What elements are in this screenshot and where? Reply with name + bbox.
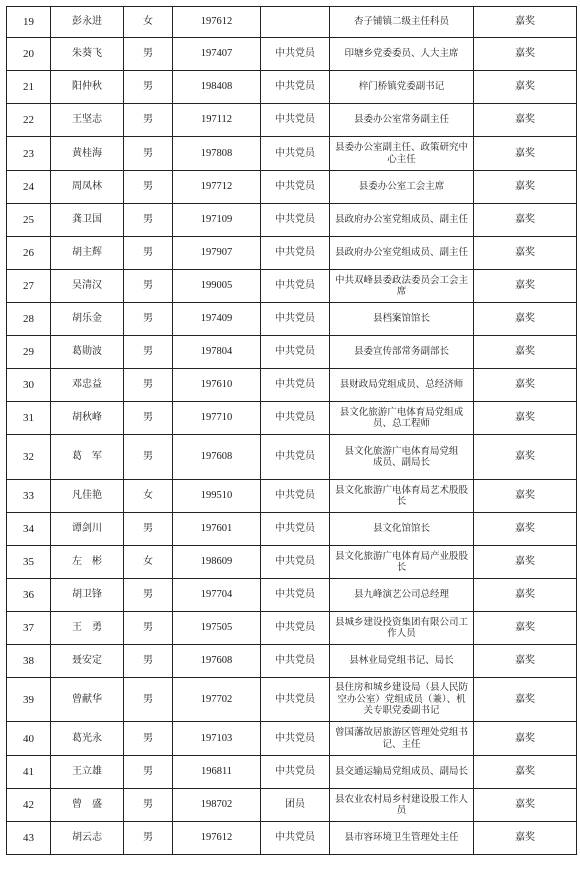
cell-award: 嘉奖 bbox=[474, 546, 577, 579]
cell-name: 王坚志 bbox=[51, 104, 124, 137]
cell-no: 20 bbox=[7, 38, 51, 71]
table-row bbox=[7, 402, 577, 435]
cell-birth: 197907 bbox=[173, 237, 261, 270]
cell-name: 黄桂海 bbox=[51, 137, 124, 171]
cell-birth: 199510 bbox=[173, 480, 261, 513]
cell-name: 阳仲秋 bbox=[51, 71, 124, 104]
cell-gender: 女 bbox=[124, 7, 173, 38]
cell-position: 县文化旅游广电体育局产业股股长 bbox=[330, 546, 474, 579]
table-row bbox=[7, 71, 577, 104]
cell-birth: 197601 bbox=[173, 513, 261, 546]
cell-position: 县委办公室副主任、政策研究中心主任 bbox=[330, 137, 474, 171]
cell-gender: 男 bbox=[124, 756, 173, 789]
commendation-table bbox=[6, 6, 577, 855]
cell-gender: 男 bbox=[124, 71, 173, 104]
cell-political-status: 中共党员 bbox=[261, 435, 330, 480]
cell-political-status: 中共党员 bbox=[261, 678, 330, 722]
cell-no: 37 bbox=[7, 612, 51, 645]
cell-award: 嘉奖 bbox=[474, 756, 577, 789]
cell-award: 嘉奖 bbox=[474, 579, 577, 612]
cell-birth: 197610 bbox=[173, 369, 261, 402]
cell-position: 梓门桥镇党委副书记 bbox=[330, 71, 474, 104]
cell-award: 嘉奖 bbox=[474, 204, 577, 237]
cell-award: 嘉奖 bbox=[474, 270, 577, 303]
table-row bbox=[7, 270, 577, 303]
cell-position: 县林业局党组书记、局长 bbox=[330, 645, 474, 678]
cell-name: 邓忠益 bbox=[51, 369, 124, 402]
cell-name: 凡佳艳 bbox=[51, 480, 124, 513]
cell-position: 县委办公室常务副主任 bbox=[330, 104, 474, 137]
cell-no: 24 bbox=[7, 171, 51, 204]
table-row bbox=[7, 789, 577, 822]
table-row bbox=[7, 104, 577, 137]
table-row bbox=[7, 678, 577, 722]
cell-no: 29 bbox=[7, 336, 51, 369]
cell-award: 嘉奖 bbox=[474, 612, 577, 645]
cell-no: 36 bbox=[7, 579, 51, 612]
cell-gender: 男 bbox=[124, 336, 173, 369]
cell-birth: 197710 bbox=[173, 402, 261, 435]
cell-gender: 男 bbox=[124, 645, 173, 678]
table-row bbox=[7, 546, 577, 579]
cell-birth: 196811 bbox=[173, 756, 261, 789]
cell-position: 曾国藩故居旅游区管理处党组书记、主任 bbox=[330, 722, 474, 756]
cell-position: 中共双峰县委政法委员会工会主席 bbox=[330, 270, 474, 303]
cell-gender: 男 bbox=[124, 369, 173, 402]
cell-award: 嘉奖 bbox=[474, 513, 577, 546]
cell-gender: 男 bbox=[124, 137, 173, 171]
cell-political-status: 中共党员 bbox=[261, 546, 330, 579]
cell-political-status: 中共党员 bbox=[261, 237, 330, 270]
cell-gender: 男 bbox=[124, 579, 173, 612]
cell-name: 王 勇 bbox=[51, 612, 124, 645]
cell-no: 27 bbox=[7, 270, 51, 303]
cell-name: 葛勋波 bbox=[51, 336, 124, 369]
cell-no: 25 bbox=[7, 204, 51, 237]
cell-position: 县文化旅游广电体育局党组 成员、副局长 bbox=[330, 435, 474, 480]
cell-name: 曾 盛 bbox=[51, 789, 124, 822]
cell-award: 嘉奖 bbox=[474, 137, 577, 171]
table-row bbox=[7, 822, 577, 855]
cell-award: 嘉奖 bbox=[474, 38, 577, 71]
cell-position: 县财政局党组成员、总经济师 bbox=[330, 369, 474, 402]
cell-position: 县委办公室工会主席 bbox=[330, 171, 474, 204]
cell-award: 嘉奖 bbox=[474, 303, 577, 336]
cell-birth: 197612 bbox=[173, 7, 261, 38]
cell-award: 嘉奖 bbox=[474, 822, 577, 855]
cell-no: 38 bbox=[7, 645, 51, 678]
cell-no: 32 bbox=[7, 435, 51, 480]
cell-no: 39 bbox=[7, 678, 51, 722]
cell-gender: 男 bbox=[124, 678, 173, 722]
cell-political-status: 中共党员 bbox=[261, 104, 330, 137]
cell-name: 曾献华 bbox=[51, 678, 124, 722]
cell-award: 嘉奖 bbox=[474, 678, 577, 722]
cell-political-status: 中共党员 bbox=[261, 303, 330, 336]
cell-award: 嘉奖 bbox=[474, 71, 577, 104]
cell-award: 嘉奖 bbox=[474, 7, 577, 38]
cell-political-status: 团员 bbox=[261, 789, 330, 822]
cell-no: 26 bbox=[7, 237, 51, 270]
cell-gender: 男 bbox=[124, 722, 173, 756]
cell-birth: 198408 bbox=[173, 71, 261, 104]
cell-gender: 男 bbox=[124, 513, 173, 546]
cell-no: 19 bbox=[7, 7, 51, 38]
cell-birth: 198609 bbox=[173, 546, 261, 579]
cell-birth: 197608 bbox=[173, 435, 261, 480]
cell-award: 嘉奖 bbox=[474, 645, 577, 678]
cell-no: 31 bbox=[7, 402, 51, 435]
cell-name: 胡乐金 bbox=[51, 303, 124, 336]
cell-no: 30 bbox=[7, 369, 51, 402]
cell-name: 吴清汉 bbox=[51, 270, 124, 303]
cell-gender: 男 bbox=[124, 612, 173, 645]
table-row bbox=[7, 435, 577, 480]
cell-political-status: 中共党员 bbox=[261, 402, 330, 435]
cell-birth: 197804 bbox=[173, 336, 261, 369]
cell-no: 23 bbox=[7, 137, 51, 171]
cell-birth: 197608 bbox=[173, 645, 261, 678]
cell-no: 22 bbox=[7, 104, 51, 137]
cell-political-status: 中共党员 bbox=[261, 645, 330, 678]
cell-gender: 女 bbox=[124, 546, 173, 579]
cell-award: 嘉奖 bbox=[474, 435, 577, 480]
cell-position: 县政府办公室党组成员、副主任 bbox=[330, 204, 474, 237]
cell-name: 胡秋峰 bbox=[51, 402, 124, 435]
cell-position: 县档案馆馆长 bbox=[330, 303, 474, 336]
cell-political-status: 中共党员 bbox=[261, 71, 330, 104]
cell-birth: 197612 bbox=[173, 822, 261, 855]
cell-political-status: 中共党员 bbox=[261, 756, 330, 789]
cell-name: 王立雄 bbox=[51, 756, 124, 789]
cell-position: 县交通运输局党组成员、副局长 bbox=[330, 756, 474, 789]
cell-award: 嘉奖 bbox=[474, 104, 577, 137]
cell-birth: 197103 bbox=[173, 722, 261, 756]
cell-birth: 197112 bbox=[173, 104, 261, 137]
cell-gender: 男 bbox=[124, 822, 173, 855]
cell-name: 胡卫锋 bbox=[51, 579, 124, 612]
cell-political-status bbox=[261, 7, 330, 38]
cell-award: 嘉奖 bbox=[474, 722, 577, 756]
cell-name: 胡云志 bbox=[51, 822, 124, 855]
cell-gender: 男 bbox=[124, 104, 173, 137]
table-row bbox=[7, 204, 577, 237]
cell-position: 县农业农村局乡村建设股工作人员 bbox=[330, 789, 474, 822]
cell-gender: 男 bbox=[124, 204, 173, 237]
cell-award: 嘉奖 bbox=[474, 237, 577, 270]
cell-gender: 男 bbox=[124, 402, 173, 435]
cell-birth: 197109 bbox=[173, 204, 261, 237]
cell-birth: 197409 bbox=[173, 303, 261, 336]
cell-name: 胡主辉 bbox=[51, 237, 124, 270]
cell-name: 彭永进 bbox=[51, 7, 124, 38]
cell-award: 嘉奖 bbox=[474, 369, 577, 402]
cell-political-status: 中共党员 bbox=[261, 722, 330, 756]
table-row bbox=[7, 480, 577, 513]
table-row bbox=[7, 756, 577, 789]
table-row bbox=[7, 645, 577, 678]
table-row bbox=[7, 369, 577, 402]
table-row bbox=[7, 171, 577, 204]
cell-position: 县九峰演艺公司总经理 bbox=[330, 579, 474, 612]
cell-position: 县政府办公室党组成员、副主任 bbox=[330, 237, 474, 270]
cell-birth: 197704 bbox=[173, 579, 261, 612]
cell-gender: 男 bbox=[124, 38, 173, 71]
cell-birth: 197808 bbox=[173, 137, 261, 171]
cell-no: 33 bbox=[7, 480, 51, 513]
cell-birth: 198702 bbox=[173, 789, 261, 822]
cell-name: 聂安定 bbox=[51, 645, 124, 678]
cell-position: 杏子铺镇二级主任科员 bbox=[330, 7, 474, 38]
cell-name: 葛光永 bbox=[51, 722, 124, 756]
cell-no: 35 bbox=[7, 546, 51, 579]
table-row bbox=[7, 237, 577, 270]
cell-name: 左 彬 bbox=[51, 546, 124, 579]
cell-no: 41 bbox=[7, 756, 51, 789]
cell-gender: 男 bbox=[124, 237, 173, 270]
table-body bbox=[7, 7, 577, 855]
cell-award: 嘉奖 bbox=[474, 402, 577, 435]
table-row bbox=[7, 612, 577, 645]
cell-political-status: 中共党员 bbox=[261, 612, 330, 645]
cell-position: 县文化馆馆长 bbox=[330, 513, 474, 546]
cell-name: 周凤林 bbox=[51, 171, 124, 204]
cell-position: 印塘乡党委委员、人大主席 bbox=[330, 38, 474, 71]
cell-position: 县住房和城乡建设局（县人民防空办公室）党组成员（兼）、机关专职党委副书记 bbox=[330, 678, 474, 722]
cell-political-status: 中共党员 bbox=[261, 204, 330, 237]
cell-political-status: 中共党员 bbox=[261, 270, 330, 303]
cell-political-status: 中共党员 bbox=[261, 513, 330, 546]
table-row bbox=[7, 579, 577, 612]
cell-birth: 197407 bbox=[173, 38, 261, 71]
cell-birth: 199005 bbox=[173, 270, 261, 303]
cell-position: 县城乡建设投资集团有限公司工作人员 bbox=[330, 612, 474, 645]
cell-award: 嘉奖 bbox=[474, 480, 577, 513]
cell-birth: 197702 bbox=[173, 678, 261, 722]
cell-award: 嘉奖 bbox=[474, 789, 577, 822]
cell-gender: 男 bbox=[124, 789, 173, 822]
table-row bbox=[7, 38, 577, 71]
cell-political-status: 中共党员 bbox=[261, 369, 330, 402]
cell-position: 县文化旅游广电体育局党组成员、总工程师 bbox=[330, 402, 474, 435]
cell-political-status: 中共党员 bbox=[261, 171, 330, 204]
cell-name: 葛 军 bbox=[51, 435, 124, 480]
table-row bbox=[7, 722, 577, 756]
cell-political-status: 中共党员 bbox=[261, 480, 330, 513]
cell-gender: 男 bbox=[124, 171, 173, 204]
cell-birth: 197505 bbox=[173, 612, 261, 645]
cell-name: 龚卫国 bbox=[51, 204, 124, 237]
cell-political-status: 中共党员 bbox=[261, 38, 330, 71]
cell-political-status: 中共党员 bbox=[261, 579, 330, 612]
cell-gender: 男 bbox=[124, 435, 173, 480]
cell-political-status: 中共党员 bbox=[261, 336, 330, 369]
table-row bbox=[7, 336, 577, 369]
cell-no: 43 bbox=[7, 822, 51, 855]
cell-award: 嘉奖 bbox=[474, 336, 577, 369]
table-row bbox=[7, 303, 577, 336]
cell-position: 县委宣传部常务副部长 bbox=[330, 336, 474, 369]
cell-no: 42 bbox=[7, 789, 51, 822]
table-row bbox=[7, 513, 577, 546]
cell-position: 县市容环境卫生管理处主任 bbox=[330, 822, 474, 855]
table-row bbox=[7, 7, 577, 38]
cell-no: 40 bbox=[7, 722, 51, 756]
cell-gender: 男 bbox=[124, 270, 173, 303]
cell-no: 34 bbox=[7, 513, 51, 546]
cell-position: 县文化旅游广电体育局艺术股股长 bbox=[330, 480, 474, 513]
cell-political-status: 中共党员 bbox=[261, 822, 330, 855]
table-row bbox=[7, 137, 577, 171]
cell-award: 嘉奖 bbox=[474, 171, 577, 204]
cell-gender: 男 bbox=[124, 303, 173, 336]
cell-gender: 女 bbox=[124, 480, 173, 513]
cell-birth: 197712 bbox=[173, 171, 261, 204]
cell-political-status: 中共党员 bbox=[261, 137, 330, 171]
cell-no: 28 bbox=[7, 303, 51, 336]
cell-no: 21 bbox=[7, 71, 51, 104]
cell-name: 朱葵飞 bbox=[51, 38, 124, 71]
cell-name: 谭剑川 bbox=[51, 513, 124, 546]
